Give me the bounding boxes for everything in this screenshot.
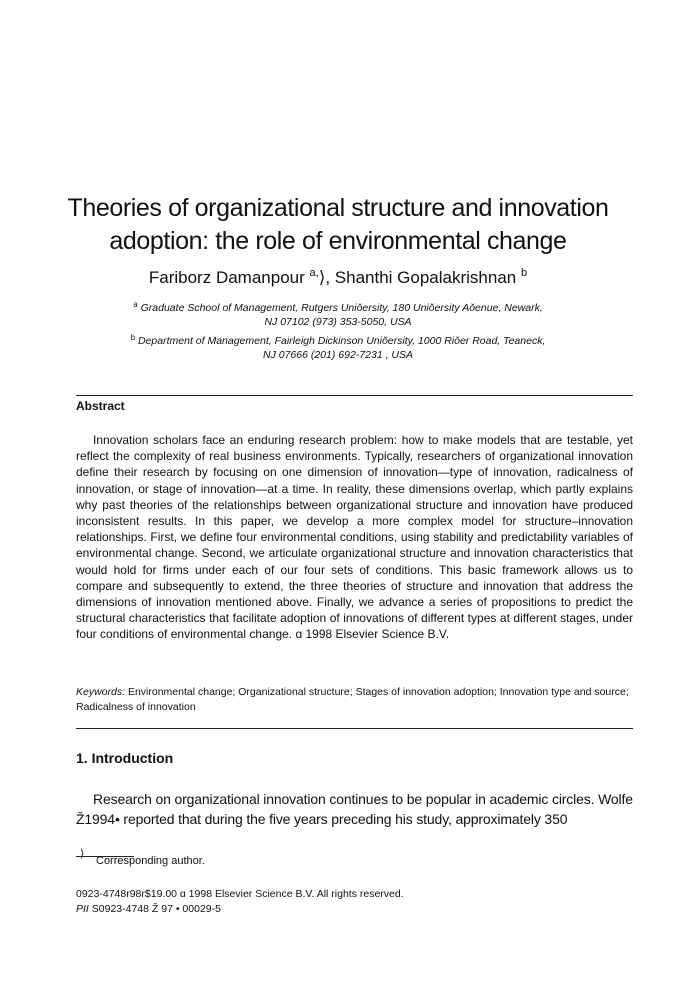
- keywords: [76, 685, 633, 715]
- affiliation-b: [80, 331, 596, 362]
- title-line-2: adoption: the role of environmental change: [109, 227, 567, 255]
- pii-label: PII: [76, 903, 89, 915]
- affiliation-b-line-1: Department of Management, Fairleigh Dickinson Uniǒersity, 1000 Riǒer Road, Teaneck,: [138, 335, 546, 347]
- abstract-body: Innovation scholars face an enduring research problem: how to make models that are testable, yet reflect the complexity of real business environments. Typically, researchers of organizational innovation define their research by focusing on one dimension of innovation—type of innovation, radicalness of innovation, or stage of innovation—at a time. In reality, these dimensions overlap, which partly explains why past theories of the relationships between organizational structure and innovation have produced inconsistent results. In this paper, we develop a more complex model for structure–innovation relationships. First, we define four environmental conditions, using stability and predictability variables of environmental change. Second, we articulate organizational structure and innovation characteristics that would hold for firms under each of our four sets of conditions. This basic framework allows us to compare and subsequently to extend, the three theories of structure and innovation that address the dimensions of innovation mentioned above. Finally, we advance a series of propositions to predict the structural characteristics that facilitate adoption of innovations of different types at different stages, under four conditions of environmental change. ɑ 1998 Elsevier Science B.V.: [76, 433, 633, 642]
- affiliation-a: [80, 298, 596, 329]
- footnote-mark: ⟩: [80, 848, 85, 860]
- author-1-affiliation-mark: a,: [309, 267, 319, 279]
- author-2-name: Shanthi Gopalakrishnan: [334, 268, 517, 287]
- keywords-text: Environmental change; Organizational structure; Stages of innovation adoption; Innovation type and source; Radicalness of innovation: [76, 686, 629, 713]
- copyright-footer: [76, 887, 633, 917]
- author-1-name: Fariborz Damanpour: [148, 268, 305, 287]
- affiliation-b-mark: b: [130, 333, 136, 342]
- keywords-label: Keywords:: [76, 686, 126, 698]
- paper-title: [60, 192, 616, 258]
- affiliation-a-mark: a: [133, 300, 138, 309]
- corresponding-author-mark: ⟩: [318, 268, 326, 287]
- footnote-text: Corresponding author.: [96, 855, 205, 867]
- pii-value: S0923-4748 Ž 97 • 00029-5: [91, 903, 221, 915]
- introduction-paragraph: Research on organizational innovation continues to be popular in academic circles. Wolfe Ž1994• reported that during the five years preceding his study, approximately 350: [76, 791, 633, 827]
- author-list: [60, 262, 616, 289]
- affiliation-a-line-2: NJ 07102 (973) 353-5050, USA: [264, 316, 412, 328]
- title-line-1: Theories of organizational structure and innovation: [67, 194, 609, 222]
- abstract-bottom-rule: [76, 728, 633, 729]
- affiliation-a-line-1: Graduate School of Management, Rutgers Uniǒersity, 180 Uniǒersity Aǒenue, Newark,: [140, 302, 543, 314]
- section-heading-introduction: 1. Introduction: [76, 750, 174, 766]
- author-separator: ,: [325, 268, 335, 287]
- abstract-heading: Abstract: [76, 399, 125, 413]
- affiliation-b-line-2: NJ 07666 (201) 692-7231 , USA: [262, 349, 413, 361]
- copyright-line: 0923-4748r98r$19.00 ɑ 1998 Elsevier Science B.V. All rights reserved.: [76, 888, 404, 900]
- abstract-top-rule: [76, 395, 633, 396]
- author-2-affiliation-mark: b: [521, 267, 528, 279]
